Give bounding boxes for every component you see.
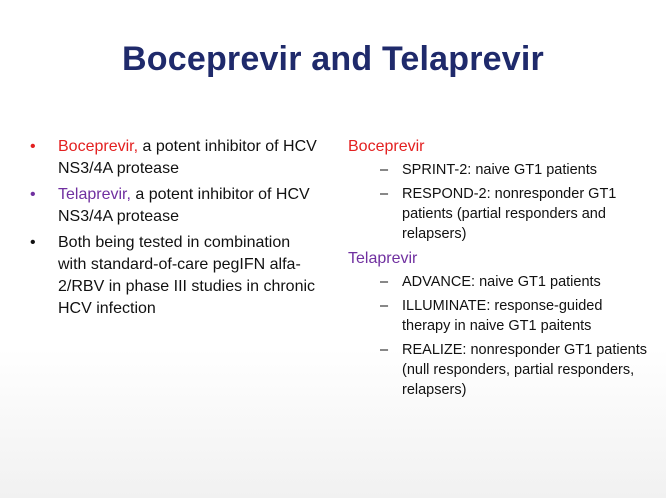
bullet-item xyxy=(30,232,320,320)
study-item: – RESPOND-2: nonresponder GT1 patients (partial responders and relapsers) xyxy=(348,184,648,244)
bullet-dot: • xyxy=(30,138,36,155)
study-text: REALIZE: nonresponder GT1 patients (null responders, partial responders, relapsers) xyxy=(402,342,648,398)
drug-name-telaprevir: Telaprevir, xyxy=(58,186,131,203)
left-bullet-list xyxy=(30,136,320,324)
study-text: ILLUMINATE: response-guided therapy in naive GT1 paitents xyxy=(402,298,603,334)
study-text: RESPOND-2: nonresponder GT1 patients (partial responders and relapsers) xyxy=(402,186,617,242)
bullet-item xyxy=(30,184,320,228)
study-item: – ILLUMINATE: response-guided therapy in naive GT1 paitents xyxy=(348,296,648,336)
bullet-item xyxy=(30,136,320,180)
bullet-dot: • xyxy=(30,234,36,251)
study-item: – ADVANCE: naive GT1 patients xyxy=(348,272,648,292)
bullet-text: Both being tested in combination with standard-of-care pegIFN alfa-2/RBV in phase III studies in chronic HCV infection xyxy=(58,234,316,317)
slide-title: Boceprevir and Telaprevir xyxy=(122,40,544,78)
bullet-dot: • xyxy=(30,186,36,203)
telaprevir-heading: Telaprevir xyxy=(348,250,418,267)
bullet-text: a potent inhibitor of HCV NS3/4A protease xyxy=(58,186,310,225)
study-item: – REALIZE: nonresponder GT1 patients (null responders, partial responders, relapsers) xyxy=(380,342,648,398)
study-text: SPRINT-2: naive GT1 patients xyxy=(402,162,598,178)
bullet-text: a potent inhibitor of HCV NS3/4A protease xyxy=(58,138,317,177)
study-text: ADVANCE: naive GT1 patients xyxy=(402,274,601,290)
right-study-list xyxy=(348,136,648,404)
boceprevir-heading: Boceprevir xyxy=(348,138,425,155)
study-item: – SPRINT-2: naive GT1 patients xyxy=(348,160,648,180)
drug-name-boceprevir: Boceprevir, xyxy=(58,138,139,155)
